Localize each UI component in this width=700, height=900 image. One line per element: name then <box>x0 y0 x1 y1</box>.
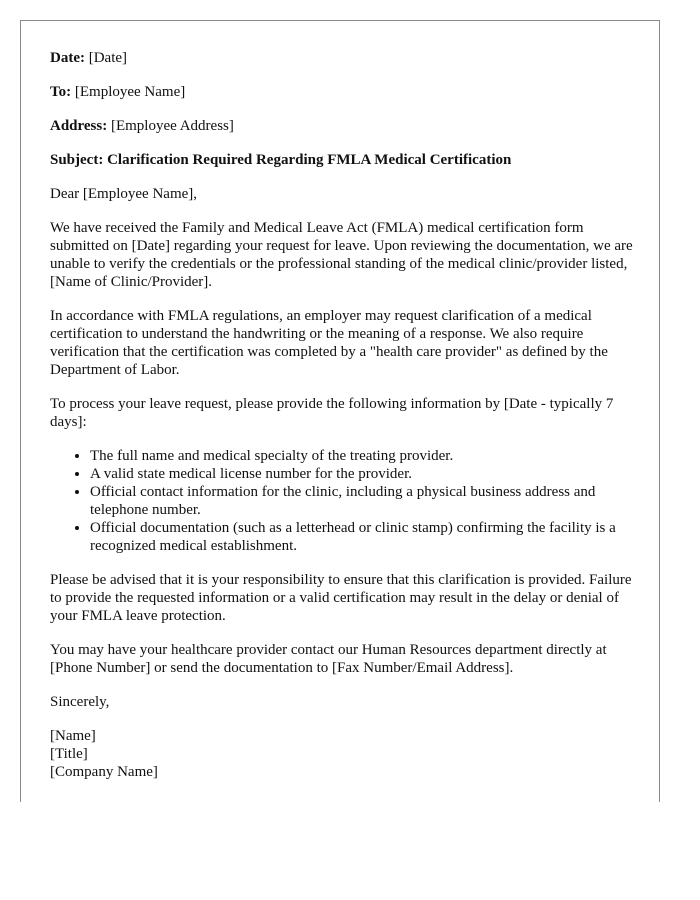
to-line <box>50 83 636 101</box>
signature-block <box>50 727 636 781</box>
signer-name: [Name] <box>50 728 96 744</box>
subject-line: Subject: Clarification Required Regarding FMLA Medical Certification <box>50 152 512 168</box>
to-label: To: <box>50 84 72 100</box>
letter-body <box>50 49 636 781</box>
list-item: • Official documentation (such as a letterhead or clinic stamp) confirming the facility is a recognized medical establishment. <box>90 519 636 555</box>
address-value: [Employee Address] <box>110 118 234 134</box>
list-item: • A valid state medical license number for the provider. <box>90 465 636 483</box>
list-item: • The full name and medical specialty of the treating provider. <box>90 447 636 465</box>
date-value: [Date] <box>88 50 128 66</box>
company-name: [Company Name] <box>50 764 158 780</box>
requirements-list <box>50 447 636 555</box>
address-label: Address: <box>50 118 108 134</box>
address-line <box>50 117 636 135</box>
to-value: [Employee Name] <box>74 84 186 100</box>
closing: Sincerely, <box>50 694 110 710</box>
regulation-paragraph: In accordance with FMLA regulations, an employer may request clarification of a medical certification to understand the handwriting or the meaning of a response. We also require verification that the certification was completed by a "health care provider" as defined by the Department of Labor. <box>50 308 608 378</box>
advisory-paragraph: Please be advised that it is your responsibility to ensure that this clarification is provided. Failure to provide the requested information or a valid certification may result in the delay or denial of your FMLA leave protection. <box>50 572 632 624</box>
date-label: Date: <box>50 50 85 66</box>
contact-paragraph: You may have your healthcare provider contact our Human Resources department directly at [Phone Number] or send the documentation to [Fax Number/Email Address]. <box>50 642 607 676</box>
letter-page <box>20 20 660 802</box>
intro-paragraph: We have received the Family and Medical Leave Act (FMLA) medical certification form submitted on [Date] regarding your request for leave. Upon reviewing the documentation, we are unable to verify the credentials or the professional standing of the medical clinic/provider listed, [Name of Clinic/Provider]. <box>50 220 633 290</box>
request-paragraph: To process your leave request, please provide the following information by [Date - typically 7 days]: <box>50 396 614 430</box>
salutation: Dear [Employee Name], <box>50 186 198 202</box>
list-item: • Official contact information for the clinic, including a physical business address and telephone number. <box>90 483 636 519</box>
date-line <box>50 49 636 67</box>
signer-title: [Title] <box>50 746 88 762</box>
